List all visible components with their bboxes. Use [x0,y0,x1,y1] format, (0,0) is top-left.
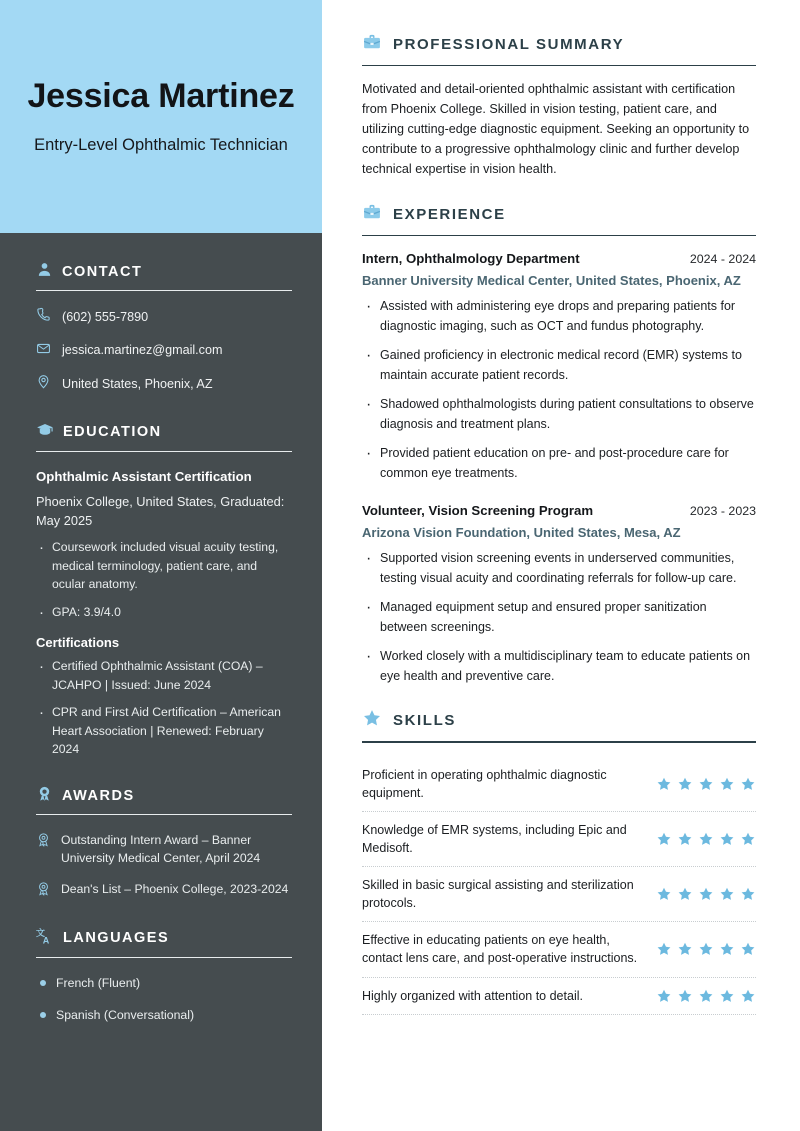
certifications-heading: Certifications [36,635,120,651]
star-icon [698,886,714,902]
skill-name: Effective in educating patients on eye health, contact lens care, and post-operative instructions. [362,933,638,966]
summary-divider [362,65,756,66]
star-icon [698,776,714,792]
star-icon [698,831,714,847]
skill-rating-stars [656,776,756,792]
skill-rating-stars [656,886,756,902]
list-item: · Shadowed ophthalmologists during patient consultations to observe diagnosis and treatment plans. [362,395,756,434]
education-degree: Ophthalmic Assistant Certification [36,468,252,484]
graduation-cap-icon [36,421,54,444]
awards-section-title: AWARDS [62,787,135,804]
job-bullet-list [362,549,756,686]
skill-name: Highly organized with attention to detail. [362,988,583,1003]
job-dates: 2023 - 2023 [689,504,756,519]
awards-section-header [36,785,292,814]
star-icon [656,831,672,847]
experience-section-header [362,202,756,235]
job-role: Volunteer, Vision Screening Program [362,503,594,519]
skills-divider [362,741,756,742]
list-item: · Gained proficiency in electronic medical record (EMR) systems to maintain accurate patient records. [362,346,756,385]
contact-location[interactable] [36,374,292,395]
star-icon [719,776,735,792]
list-item: · Worked closely with a multidisciplinary team to educate patients on eye health and preventive care. [362,647,756,686]
list-item: French (Fluent) [36,974,292,992]
summary-section-title: PROFESSIONAL SUMMARY [393,36,625,53]
summary-text: Motivated and detail-oriented ophthalmic assistant with certification from Phoenix College. Skilled in vision testing, patient care, and utilizing cutting-edge diagnostic equipment. Seeking an opportunity to contribute to a progressive ophthalmology clinic and further develop technical expertise in vision health. [362,82,750,176]
star-icon [719,831,735,847]
sidebar [0,0,322,1131]
contact-phone-value: (602) 555-7890 [62,309,149,324]
contact-location-value: United States, Phoenix, AZ [62,376,213,391]
skills-section-title: SKILLS [393,712,456,730]
sidebar-section-languages [36,927,292,1025]
star-icon [719,886,735,902]
job-bullet-list [362,297,756,483]
awards-divider [36,814,292,815]
star-icon [740,776,756,792]
list-item [36,831,292,868]
skill-name: Knowledge of EMR systems, including Epic and Medisoft. [362,822,627,855]
languages-divider [36,957,292,958]
skill-row [362,922,756,977]
summary-section-header [362,32,756,65]
languages-section-header [36,927,292,957]
experience-divider [362,235,756,236]
experience-entry-header [362,502,756,520]
star-icon [740,886,756,902]
education-divider [36,451,292,452]
star-icon [719,941,735,957]
skill-rating-stars [656,831,756,847]
star-icon [740,941,756,957]
star-icon [740,988,756,1004]
languages-section-title: LANGUAGES [63,930,170,947]
star-icon [677,941,693,957]
job-role: Intern, Ophthalmology Department [362,251,580,267]
contact-email-value: jessica.martinez@gmail.com [62,343,223,358]
star-icon [677,988,693,1004]
experience-entry [362,250,756,483]
job-organization: Banner University Medical Center, United States, Phoenix, AZ [362,272,741,288]
briefcase-icon [362,32,382,57]
location-pin-icon [36,374,51,395]
star-icon [698,941,714,957]
briefcase-icon [362,202,382,227]
section-professional-summary [362,32,756,180]
list-item: · Managed equipment setup and ensured proper sanitization between screenings. [362,598,756,637]
phone-icon [36,307,51,328]
star-icon [656,988,672,1004]
candidate-name: Jessica Martinez [27,77,295,116]
star-icon [656,776,672,792]
experience-entry [362,502,756,686]
envelope-icon [36,341,51,362]
education-section-title: EDUCATION [63,424,162,441]
star-icon [677,831,693,847]
languages-list [36,974,292,1025]
skill-row [362,757,756,812]
svg-text:文: 文 [36,928,46,939]
skill-rating-stars [656,988,756,1004]
job-dates: 2024 - 2024 [689,252,756,267]
section-skills [362,708,756,1015]
list-item: · Supported vision screening events in underserved communities, testing visual acuity and coordinating referrals for follow-up care. [362,549,756,588]
star-icon [740,831,756,847]
sidebar-section-contact [36,261,292,395]
experience-entry-header [362,250,756,268]
contact-phone[interactable] [36,307,292,328]
award-text: Dean's List – Phoenix College, 2023-2024 [61,881,289,896]
name-header-block [0,0,322,233]
section-experience [362,202,756,686]
contact-section-header [36,261,292,290]
list-item: · Provided patient education on pre- and post-procedure care for common eye treatments. [362,444,756,483]
list-item: Spanish (Conversational) [36,1006,292,1024]
main-content [322,0,800,1131]
job-organization: Arizona Vision Foundation, United States, Mesa, AZ [362,524,681,540]
list-item [36,880,292,901]
skill-row [362,812,756,867]
experience-section-title: EXPERIENCE [393,205,506,223]
contact-divider [36,290,292,291]
star-icon [698,988,714,1004]
contact-email[interactable] [36,341,292,362]
education-section-header [36,421,292,451]
list-item: · GPA: 3.9/4.0 [36,603,292,622]
star-icon [719,988,735,1004]
list-item: · Coursework included visual acuity testing, medical terminology, patient care, and ocular anatomy. [36,538,292,594]
certifications-list [36,657,292,759]
list-item: · Certified Ophthalmic Assistant (COA) – JCAHPO | Issued: June 2024 [36,657,292,694]
star-icon [677,886,693,902]
education-bullet-list [36,538,292,621]
skills-section-header [362,708,756,741]
star-icon [656,886,672,902]
award-rosette-icon [36,832,51,852]
award-text: Outstanding Intern Award – Banner University Medical Center, April 2024 [61,832,261,866]
star-icon [656,941,672,957]
contact-section-title: CONTACT [62,264,143,280]
skill-row [362,978,756,1015]
skill-row [362,867,756,922]
skill-name: Proficient in operating ophthalmic diagnostic equipment. [362,767,607,800]
star-icon [362,708,382,733]
education-school: Phoenix College, United States, Graduated: May 2025 [36,493,285,528]
award-rosette-icon [36,881,51,901]
person-icon [36,261,53,283]
skill-rating-stars [656,941,756,957]
sidebar-section-education [36,421,292,759]
award-rosette-icon [36,785,53,807]
sidebar-section-awards [36,785,292,901]
star-icon [677,776,693,792]
candidate-job-title: Entry-Level Ophthalmic Technician [34,135,288,154]
svg-text:A: A [42,935,50,945]
list-item: · Assisted with administering eye drops and preparing patients for diagnostic imaging, such as OCT and fundus photography. [362,297,756,336]
skill-name: Skilled in basic surgical assisting and sterilization protocols. [362,878,634,911]
list-item: · CPR and First Aid Certification – American Heart Association | Renewed: February 2024 [36,703,292,759]
translate-icon [36,927,54,950]
